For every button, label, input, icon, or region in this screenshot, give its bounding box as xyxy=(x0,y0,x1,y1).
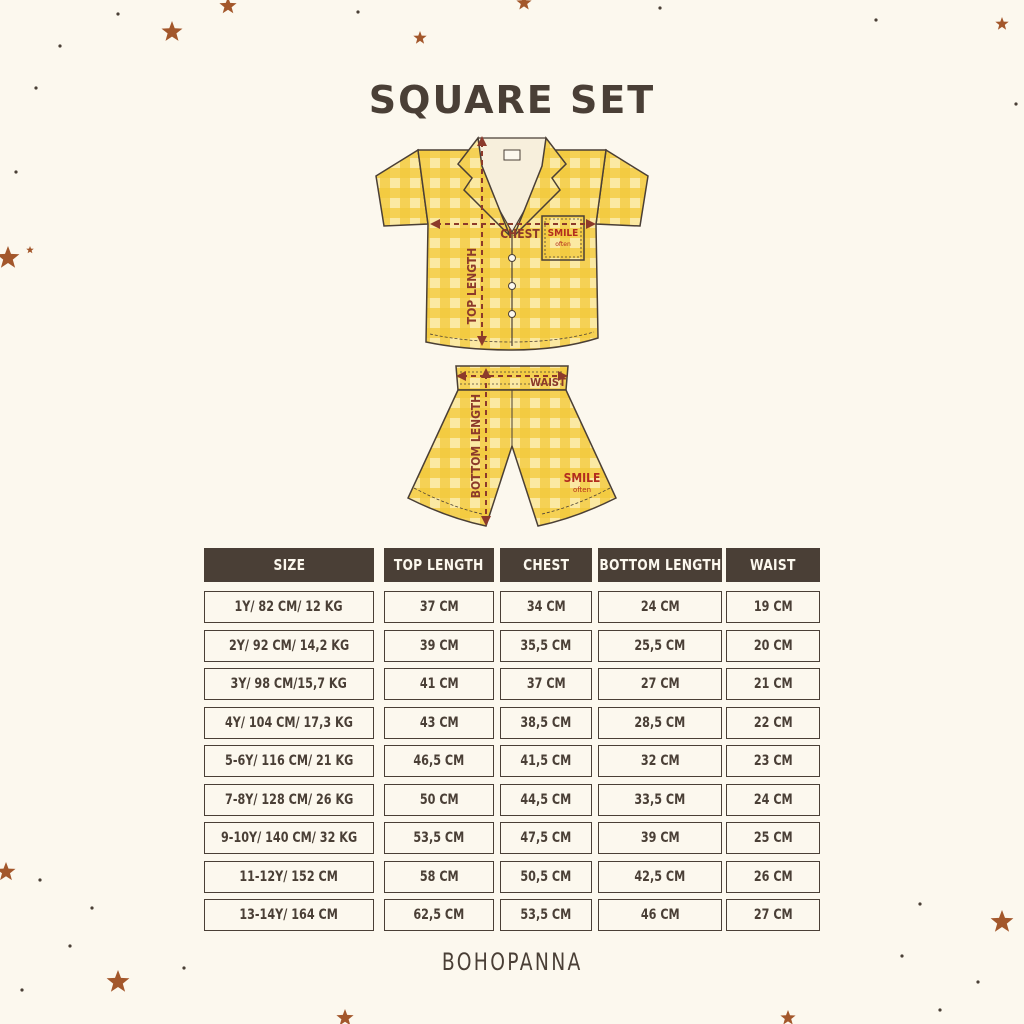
cell-top-length: 62,5 CM xyxy=(384,899,494,931)
cell-chest: 35,5 CM xyxy=(500,630,592,662)
bottom-length-label: BOTTOM LENGTH xyxy=(469,393,483,499)
cell-waist: 24 CM xyxy=(726,784,820,816)
star-icon xyxy=(0,246,19,268)
cell-waist: 21 CM xyxy=(726,668,820,700)
cell-chest: 38,5 CM xyxy=(500,707,592,739)
cell-bottom-length: 46 CM xyxy=(598,899,722,931)
sparkle-dot xyxy=(976,980,979,983)
garment-illustration xyxy=(360,128,664,532)
cell-waist: 25 CM xyxy=(726,822,820,854)
cell-top-length: 41 CM xyxy=(384,668,494,700)
cell-chest: 53,5 CM xyxy=(500,899,592,931)
star-icon xyxy=(336,1009,353,1024)
star-icon xyxy=(991,910,1014,932)
cell-size: 11-12Y/ 152 CM xyxy=(204,861,374,893)
sparkle-dot xyxy=(20,988,23,991)
cell-bottom-length: 33,5 CM xyxy=(598,784,722,816)
cell-chest: 50,5 CM xyxy=(500,861,592,893)
cell-top-length: 53,5 CM xyxy=(384,822,494,854)
star-icon xyxy=(0,862,16,880)
cell-chest: 34 CM xyxy=(500,591,592,623)
header-top-length: TOP LENGTH xyxy=(384,548,494,582)
cell-waist: 23 CM xyxy=(726,745,820,777)
cell-bottom-length: 27 CM xyxy=(598,668,722,700)
cell-size: 4Y/ 104 CM/ 17,3 KG xyxy=(204,707,374,739)
cell-bottom-length: 39 CM xyxy=(598,822,722,854)
chest-label: CHEST xyxy=(500,227,540,241)
cell-size: 2Y/ 92 CM/ 14,2 KG xyxy=(204,630,374,662)
star-icon xyxy=(516,0,531,10)
cell-top-length: 50 CM xyxy=(384,784,494,816)
cell-chest: 41,5 CM xyxy=(500,745,592,777)
brand-name: BOHOPANNA xyxy=(441,948,583,976)
sparkle-dot xyxy=(658,6,661,9)
sparkle-dot xyxy=(918,902,921,905)
cell-bottom-length: 32 CM xyxy=(598,745,722,777)
star-icon xyxy=(995,17,1008,30)
sparkle-dot xyxy=(14,170,17,173)
size-chart-table xyxy=(204,548,820,932)
cell-top-length: 46,5 CM xyxy=(384,745,494,777)
cell-top-length: 43 CM xyxy=(384,707,494,739)
cell-bottom-length: 42,5 CM xyxy=(598,861,722,893)
cell-waist: 20 CM xyxy=(726,630,820,662)
cell-bottom-length: 28,5 CM xyxy=(598,707,722,739)
sparkle-dot xyxy=(356,10,359,13)
cell-size: 13-14Y/ 164 CM xyxy=(204,899,374,931)
cell-size: 3Y/ 98 CM/15,7 KG xyxy=(204,668,374,700)
sparkle-dot xyxy=(58,44,61,47)
star-icon xyxy=(219,0,236,13)
top-length-label: TOP LENGTH xyxy=(465,247,479,325)
page-title: SQUARE SET xyxy=(368,78,656,122)
star-icon xyxy=(780,1010,795,1024)
shirt-drawing xyxy=(376,138,648,350)
cell-chest: 47,5 CM xyxy=(500,822,592,854)
header-waist: WAIST xyxy=(726,548,820,582)
cell-top-length: 58 CM xyxy=(384,861,494,893)
cell-size: 1Y/ 82 CM/ 12 KG xyxy=(204,591,374,623)
waist-label: WAIST xyxy=(530,376,566,389)
cell-top-length: 37 CM xyxy=(384,591,494,623)
sparkle-dot xyxy=(90,906,93,909)
cell-waist: 22 CM xyxy=(726,707,820,739)
cell-size: 7-8Y/ 128 CM/ 26 KG xyxy=(204,784,374,816)
header-size: SIZE xyxy=(204,548,374,582)
star-icon xyxy=(26,246,34,253)
cell-bottom-length: 24 CM xyxy=(598,591,722,623)
cell-waist: 27 CM xyxy=(726,899,820,931)
sparkle-dot xyxy=(116,12,119,15)
cell-bottom-length: 25,5 CM xyxy=(598,630,722,662)
shorts-drawing xyxy=(408,366,616,526)
cell-chest: 37 CM xyxy=(500,668,592,700)
sparkle-dot xyxy=(38,878,41,881)
pocket-logo: SMILE xyxy=(547,228,579,239)
pocket-logo-sub: often xyxy=(555,241,571,248)
sparkle-dot xyxy=(938,1008,941,1011)
header-chest: CHEST xyxy=(500,548,592,582)
star-icon xyxy=(413,31,426,44)
star-icon xyxy=(162,21,183,41)
shorts-logo-sub: often xyxy=(572,486,592,494)
cell-waist: 19 CM xyxy=(726,591,820,623)
cell-size: 9-10Y/ 140 CM/ 32 KG xyxy=(204,822,374,854)
shorts-logo: SMILE xyxy=(563,471,601,485)
cell-top-length: 39 CM xyxy=(384,630,494,662)
cell-size: 5-6Y/ 116 CM/ 21 KG xyxy=(204,745,374,777)
cell-waist: 26 CM xyxy=(726,861,820,893)
cell-chest: 44,5 CM xyxy=(500,784,592,816)
header-bottom-length: BOTTOM LENGTH xyxy=(598,548,722,582)
sparkle-dot xyxy=(874,18,877,21)
